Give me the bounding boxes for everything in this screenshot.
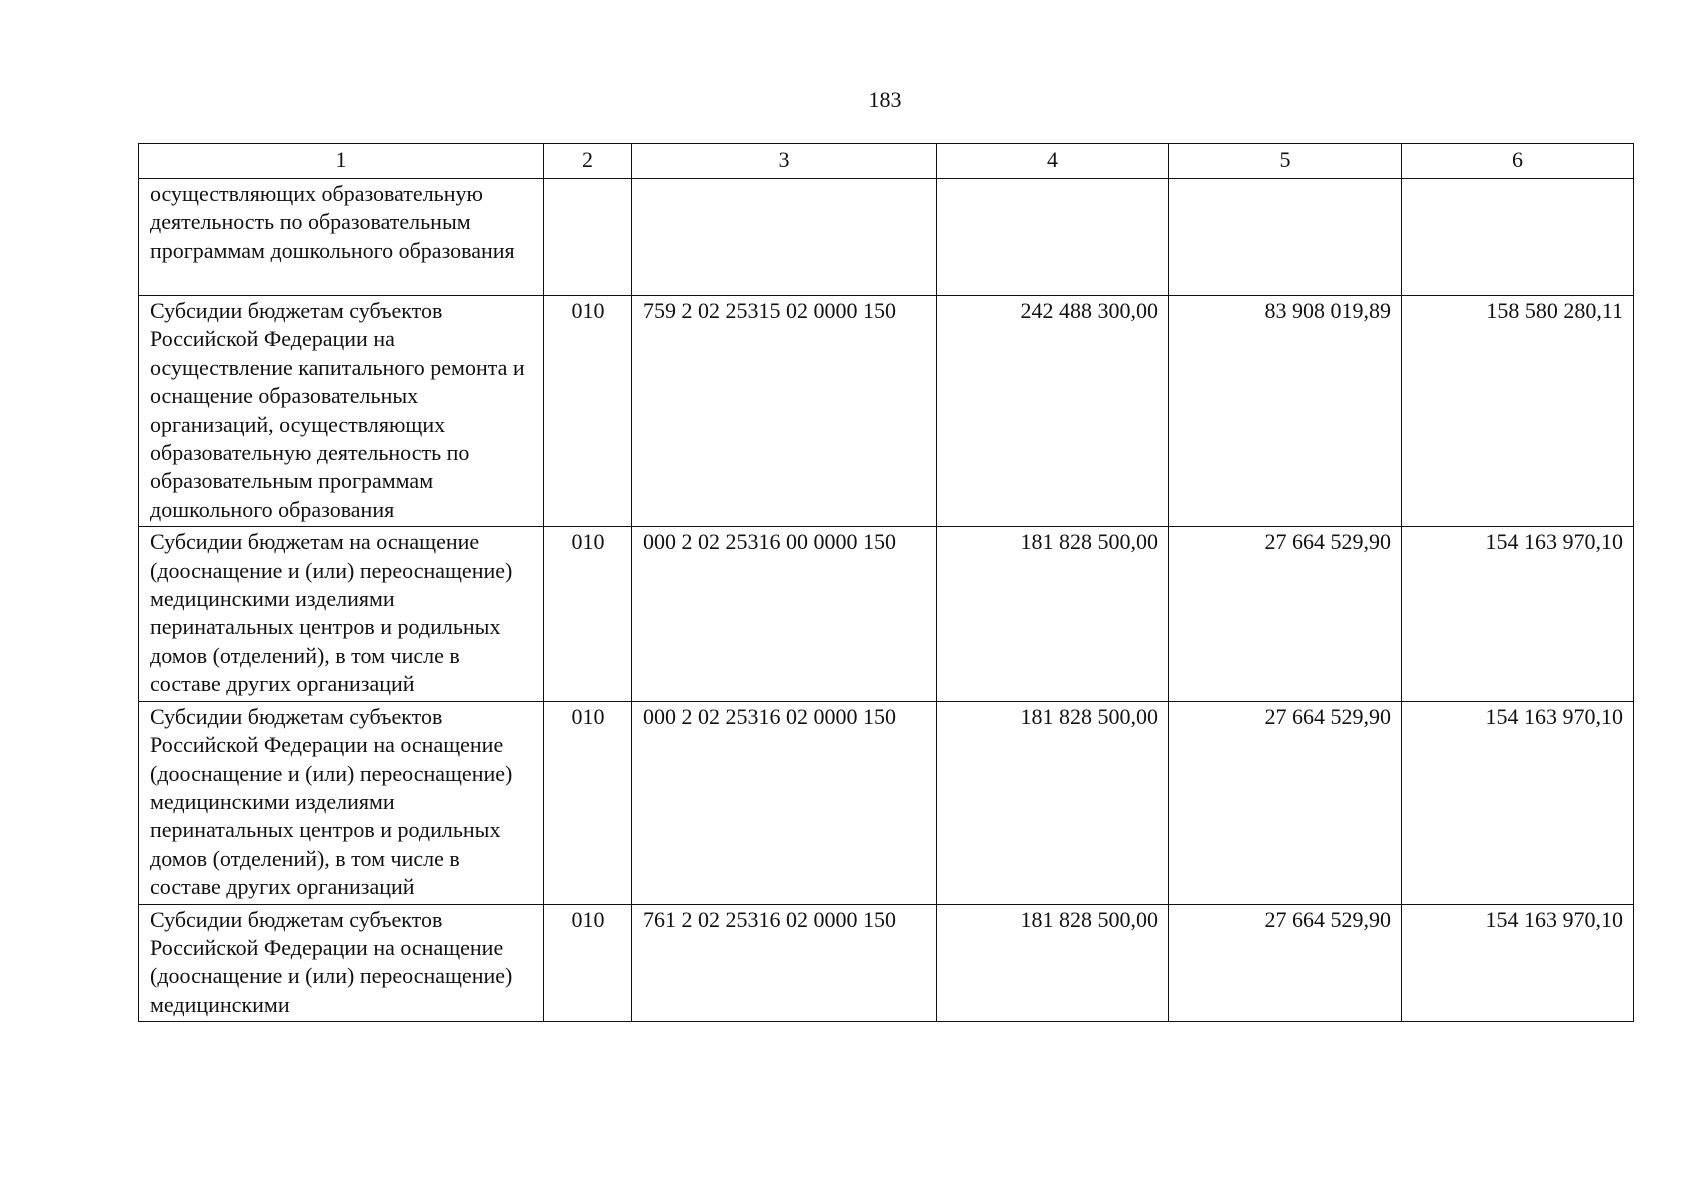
table-row	[139, 527, 1634, 701]
table-row	[139, 296, 1634, 527]
budget-classification-code-cell: 761 2 02 25316 02 0000 150	[632, 904, 937, 1022]
column-header: 2	[544, 144, 632, 179]
table-row	[139, 701, 1634, 904]
column-header: 3	[632, 144, 937, 179]
remaining-amount-cell: 154 163 970,10	[1402, 527, 1634, 701]
line-code-cell	[544, 179, 632, 296]
table-header-row	[139, 144, 1634, 179]
column-header: 6	[1402, 144, 1634, 179]
executed-amount-cell: 83 908 019,89	[1169, 296, 1402, 527]
column-header: 4	[937, 144, 1169, 179]
income-name-cell: осуществляющих образовательную деятельность по образовательным программам дошкольного образования	[139, 179, 544, 296]
remaining-amount-cell: 158 580 280,11	[1402, 296, 1634, 527]
income-name-cell: Субсидии бюджетам субъектов Российской Федерации на оснащение (дооснащение и (или) переоснащение) медицинскими изделиями перинатальных центров и родильных домов (отделений), в том числе в составе других организаций	[139, 701, 544, 904]
income-name-cell: Субсидии бюджетам субъектов Российской Федерации на осуществление капитального ремонта и оснащение образовательных организаций, осуществляющих образовательную деятельность по образовательным программам дошкольного образования	[139, 296, 544, 527]
approved-amount-cell: 181 828 500,00	[937, 904, 1169, 1022]
executed-amount-cell: 27 664 529,90	[1169, 701, 1402, 904]
budget-table	[138, 143, 1634, 1022]
income-name-cell: Субсидии бюджетам на оснащение (дооснащение и (или) переоснащение) медицинскими изделиями перинатальных центров и родильных домов (отделений), в том числе в составе других организаций	[139, 527, 544, 701]
line-code-cell: 010	[544, 296, 632, 527]
remaining-amount-cell	[1402, 179, 1634, 296]
page-number: 183	[868, 87, 902, 112]
executed-amount-cell	[1169, 179, 1402, 296]
executed-amount-cell: 27 664 529,90	[1169, 527, 1402, 701]
budget-classification-code-cell	[632, 179, 937, 296]
table-row	[139, 904, 1634, 1022]
executed-amount-cell: 27 664 529,90	[1169, 904, 1402, 1022]
budget-classification-code-cell: 000 2 02 25316 00 0000 150	[632, 527, 937, 701]
line-code-cell: 010	[544, 527, 632, 701]
approved-amount-cell: 181 828 500,00	[937, 527, 1169, 701]
approved-amount-cell: 242 488 300,00	[937, 296, 1169, 527]
table-row	[139, 179, 1634, 296]
budget-classification-code-cell: 000 2 02 25316 02 0000 150	[632, 701, 937, 904]
line-code-cell: 010	[544, 904, 632, 1022]
column-header: 1	[139, 144, 544, 179]
remaining-amount-cell: 154 163 970,10	[1402, 904, 1634, 1022]
approved-amount-cell: 181 828 500,00	[937, 701, 1169, 904]
column-header: 5	[1169, 144, 1402, 179]
remaining-amount-cell: 154 163 970,10	[1402, 701, 1634, 904]
budget-classification-code-cell: 759 2 02 25315 02 0000 150	[632, 296, 937, 527]
income-name-cell: Субсидии бюджетам субъектов Российской Федерации на оснащение (дооснащение и (или) переоснащение) медицинскими	[139, 904, 544, 1022]
line-code-cell: 010	[544, 701, 632, 904]
approved-amount-cell	[937, 179, 1169, 296]
